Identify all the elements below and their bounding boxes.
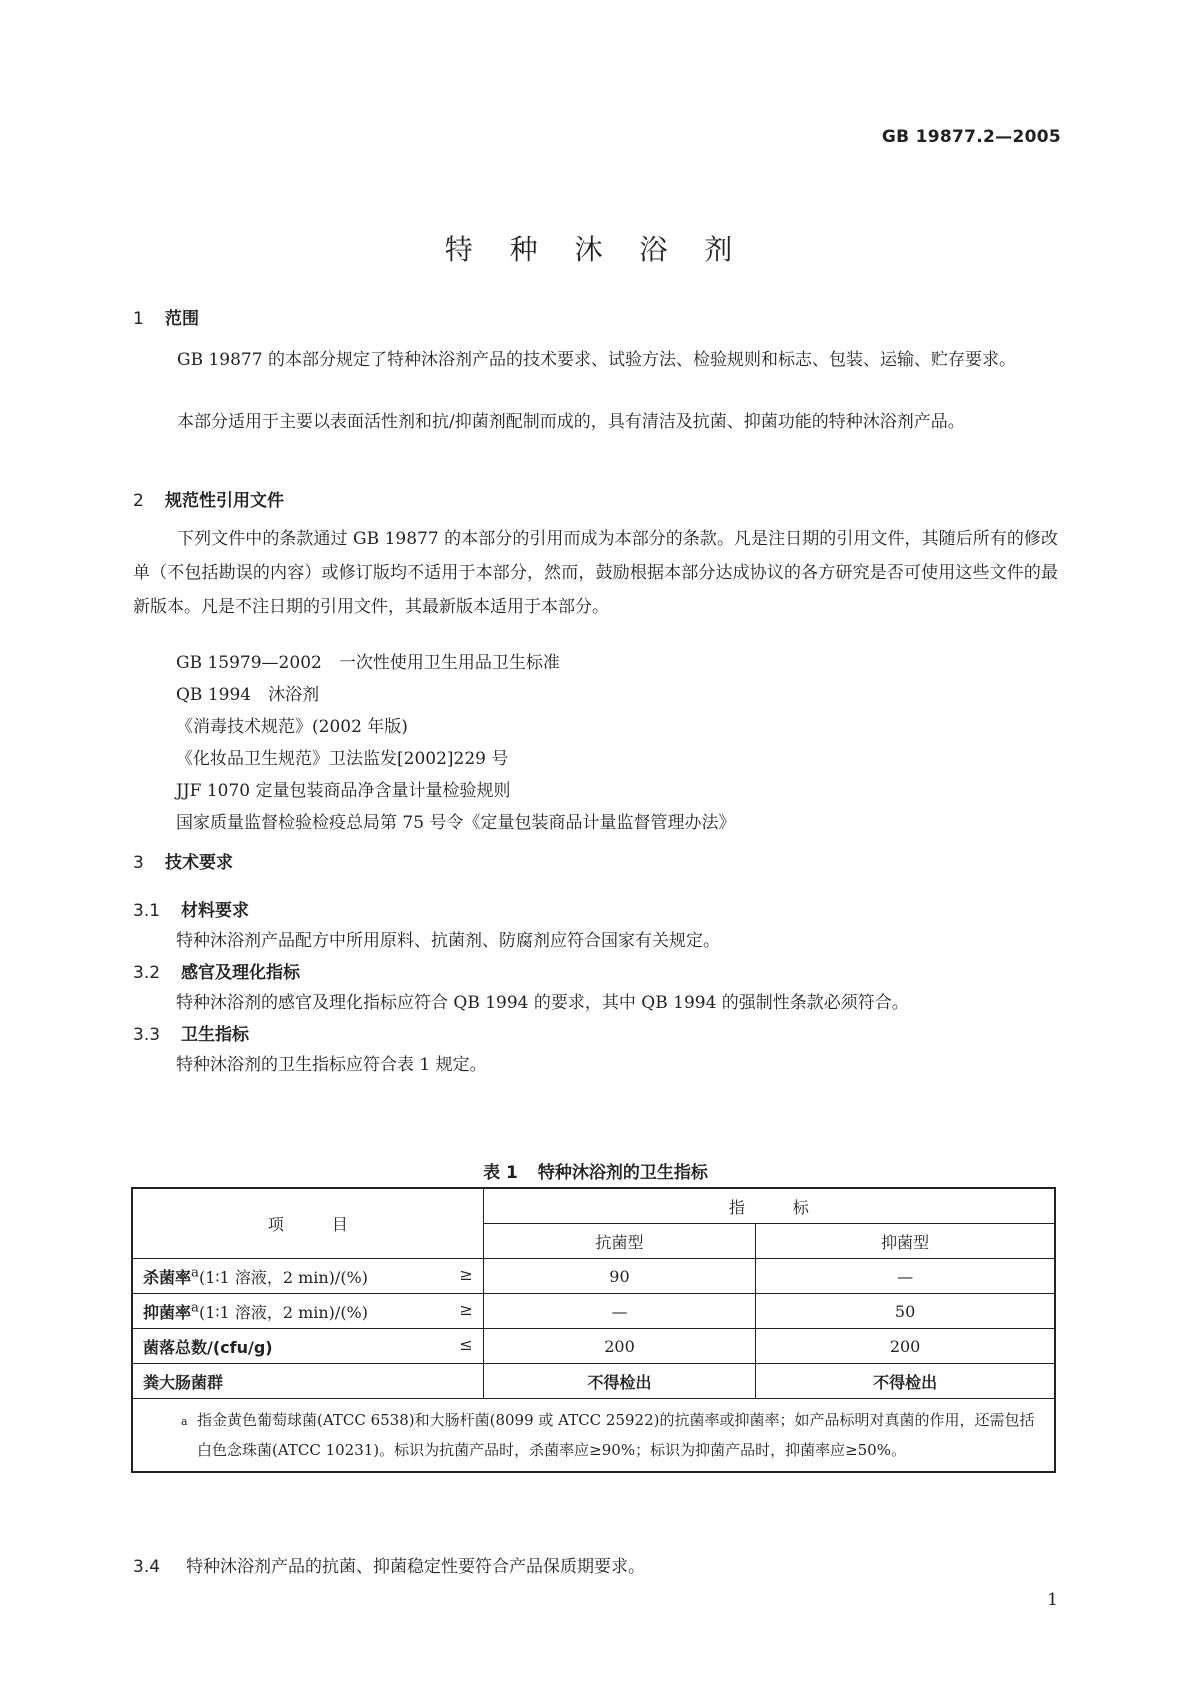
section-2-heading [133, 486, 284, 511]
section-1-paragraph-1 [133, 343, 1058, 377]
section-title: 卫生指标 [181, 1025, 249, 1045]
value-bacteriostatic: 不得检出 [756, 1364, 1055, 1399]
section-1-paragraph-2 [133, 405, 1058, 439]
comparison-sign: ≥ [459, 1264, 473, 1284]
value-antibacterial: 不得检出 [483, 1364, 755, 1399]
section-3-heading [133, 848, 233, 873]
comparison-sign: ≥ [459, 1299, 473, 1319]
table-caption [0, 1158, 1191, 1183]
hygiene-index-table [131, 1187, 1056, 1473]
value-bacteriostatic: 50 [756, 1294, 1055, 1329]
reference-item: 《化妆品卫生规范》卫法监发[2002]229 号 [176, 749, 509, 769]
table-caption-number: 表 1 [483, 1163, 518, 1183]
footnote-mark: a [191, 1300, 199, 1316]
section-1-heading [133, 304, 199, 329]
page-number: 1 [1047, 1590, 1058, 1610]
standard-number: GB 19877.2—2005 [881, 127, 1061, 147]
item-name: 粪大肠菌群 [143, 1372, 224, 1392]
header-item: 项 目 [132, 1188, 483, 1259]
section-3-4-text: 特种沐浴剂产品的抗菌、抑菌稳定性要符合产品保质期要求。 [186, 1557, 645, 1577]
footnote-mark: a [181, 1415, 188, 1428]
section-3-4 [133, 1552, 645, 1577]
section-3-3-heading [133, 1020, 249, 1045]
table-caption-title: 特种沐浴剂的卫生指标 [537, 1163, 708, 1183]
paragraph-text: 本部分适用于主要以表面活性剂和抗/抑菌剂配制而成的，具有清洁及抗菌、抑菌功能的特种沐浴剂产品。 [177, 412, 965, 432]
header-bacteriostatic: 抑菌型 [756, 1224, 1055, 1259]
item-condition: (1∶1 溶液，2 min)/(%) [198, 1267, 369, 1287]
document-title: 特 种 沐 浴 剂 [444, 233, 747, 266]
value-bacteriostatic: — [756, 1259, 1055, 1294]
table-footnote [132, 1399, 1055, 1473]
table-row [132, 1329, 1055, 1364]
value-antibacterial: 200 [483, 1329, 755, 1364]
item-condition: (1∶1 溶液，2 min)/(%) [198, 1302, 369, 1322]
value-antibacterial: 90 [483, 1259, 755, 1294]
footnote-text: 指金黄色葡萄球菌(ATCC 6538)和大肠杆菌(8099 或 ATCC 25922)的抗菌率或抑菌率；如产品标明对真菌的作用，还需包括白色念珠菌(ATCC 10231)。标识为抗菌产品时，杀菌率应≥90%；标识为抑菌产品时，抑菌率应≥50%。 [197, 1411, 1035, 1459]
section-title: 感官及理化指标 [181, 963, 300, 983]
section-number: 3.3 [133, 1025, 161, 1045]
reference-item: GB 15979—2002 一次性使用卫生用品卫生标准 [176, 653, 560, 673]
reference-item: 《消毒技术规范》(2002 年版) [176, 717, 408, 737]
table-row [132, 1364, 1055, 1399]
row-item [132, 1259, 483, 1294]
section-title: 材料要求 [181, 901, 249, 921]
item-name: 菌落总数/(cfu/g) [143, 1337, 273, 1357]
section-number: 3.4 [133, 1557, 161, 1577]
section-3-1-text: 特种沐浴剂产品配方中所用原料、抗菌剂、防腐剂应符合国家有关规定。 [176, 931, 720, 951]
value-bacteriostatic: 200 [756, 1329, 1055, 1364]
section-3-1-heading [133, 896, 249, 921]
comparison-sign: ≤ [459, 1334, 473, 1354]
item-name: 杀菌率 [143, 1267, 192, 1287]
header-index: 指 标 [483, 1188, 1055, 1224]
section-title: 规范性引用文件 [165, 491, 284, 511]
row-item [132, 1364, 483, 1399]
section-3-2-heading [133, 958, 300, 983]
paragraph-text: 下列文件中的条款通过 GB 19877 的本部分的引用而成为本部分的条款。凡是注日期的引用文件，其随后所有的修改单（不包括勘误的内容）或修订版均不适用于本部分，然而，鼓励根据本部分达成协议的各方研究是否可使用这些文件的最新版本。凡是不注日期的引用文件，其最新版本适用于本部分。 [133, 529, 1058, 617]
section-2-paragraph [133, 522, 1058, 624]
reference-item: JJF 1070 定量包装商品净含量计量检验规则 [176, 781, 511, 801]
item-name: 抑菌率 [143, 1302, 192, 1322]
section-3-3-text: 特种沐浴剂的卫生指标应符合表 1 规定。 [176, 1055, 487, 1075]
paragraph-text: GB 19877 的本部分规定了特种沐浴剂产品的技术要求、试验方法、检验规则和标志、包装、运输、贮存要求。 [177, 350, 1016, 370]
section-title: 范围 [165, 309, 199, 329]
row-item [132, 1294, 483, 1329]
section-title: 技术要求 [165, 853, 233, 873]
section-number: 3.2 [133, 963, 161, 983]
section-number: 1 [133, 309, 144, 329]
section-number: 3.1 [133, 901, 161, 921]
table-row [132, 1294, 1055, 1329]
footnote-mark: a [191, 1265, 199, 1281]
value-antibacterial: — [483, 1294, 755, 1329]
table-row [132, 1259, 1055, 1294]
section-3-2-text: 特种沐浴剂的感官及理化指标应符合 QB 1994 的要求，其中 QB 1994 的强制性条款必须符合。 [176, 993, 909, 1013]
section-number: 2 [133, 491, 144, 511]
row-item [132, 1329, 483, 1364]
header-antibacterial: 抗菌型 [483, 1224, 755, 1259]
reference-item: 国家质量监督检验检疫总局第 75 号令《定量包装商品计量监督管理办法》 [176, 813, 736, 833]
section-number: 3 [133, 853, 144, 873]
reference-item: QB 1994 沐浴剂 [176, 685, 320, 705]
